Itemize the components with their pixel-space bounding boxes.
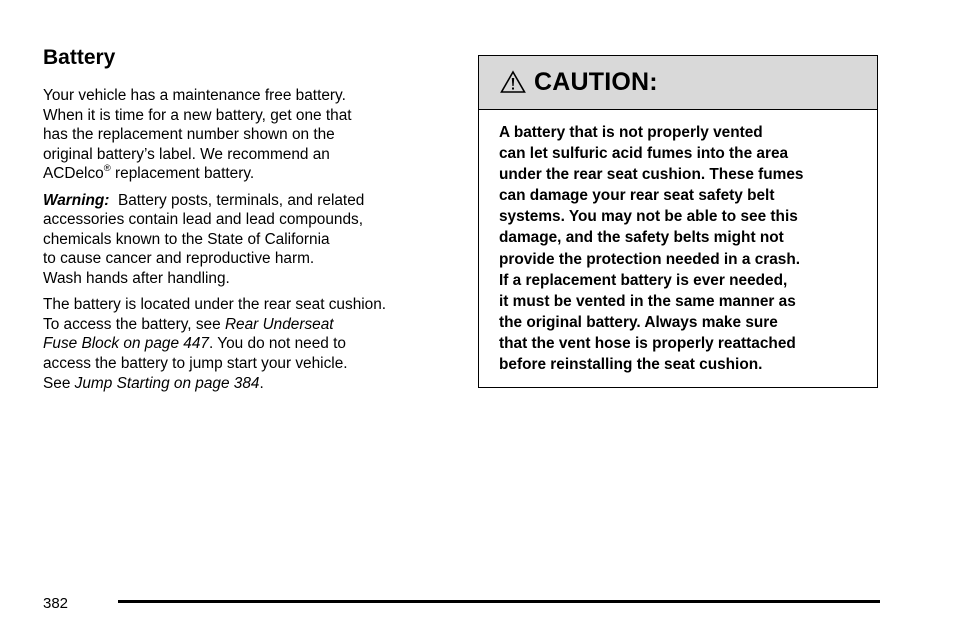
text-line [43, 191, 463, 211]
text-line: accessories contain lead and lead compounds, [43, 211, 363, 229]
intro-paragraph [43, 86, 463, 184]
text-fragment: replacement battery. [110, 165, 255, 183]
text-fragment: To access the battery, see [43, 315, 225, 333]
caution-line: it must be vented in the same manner as [499, 292, 796, 310]
caution-line: that the vent hose is properly reattached [499, 334, 796, 352]
text-fragment: . [259, 374, 264, 392]
text-line: The battery is located under the rear seat cushion. [43, 296, 387, 314]
registered-mark: ® [103, 163, 111, 175]
footer-rule [118, 600, 880, 603]
text-line [43, 315, 463, 335]
text-fragment: . You do not need to [209, 335, 346, 353]
caution-line: the original battery. Always make sure [499, 313, 778, 331]
caution-line: under the rear seat cushion. These fumes [499, 166, 804, 184]
text-line [43, 164, 463, 184]
text-line: to cause cancer and reproductive harm. [43, 250, 315, 268]
cross-reference-link[interactable]: Rear Underseat [224, 315, 334, 333]
caution-line: If a replacement battery is ever needed, [499, 271, 788, 289]
text-line: Wash hands after handling. [43, 269, 230, 287]
text-fragment: See [43, 374, 75, 392]
text-line: chemicals known to the State of California [43, 230, 330, 248]
caution-header [479, 56, 877, 110]
brand-name: ACDelco [43, 165, 104, 183]
caution-box [478, 55, 878, 388]
caution-line: can damage your rear seat safety belt [499, 187, 775, 205]
text-line: has the replacement number shown on the [43, 126, 335, 144]
caution-body [479, 110, 877, 375]
battery-section [43, 44, 463, 393]
location-paragraph [43, 295, 463, 393]
text-line: original battery’s label. We recommend an [43, 145, 330, 163]
warning-paragraph [43, 191, 463, 289]
cross-reference-link[interactable]: Fuse Block on page 447 [43, 335, 209, 353]
text-line: access the battery to jump start your vehicle. [43, 354, 348, 372]
warning-label: Warning: [43, 191, 110, 209]
caution-line: A battery that is not properly vented [499, 124, 763, 141]
caution-line: provide the protection needed in a crash. [499, 250, 801, 268]
caution-line: can let sulfuric acid fumes into the area [499, 145, 789, 163]
caution-line: systems. You may not be able to see this [499, 208, 798, 226]
warning-triangle-icon [500, 70, 526, 94]
text-line [43, 334, 463, 354]
section-heading: Battery [43, 46, 116, 69]
text-line [43, 374, 463, 394]
caution-line: before reinstalling the seat cushion. [499, 356, 763, 374]
text-line: Your vehicle has a maintenance free battery. [43, 87, 346, 104]
cross-reference-link[interactable]: Jump Starting on page 384 [74, 374, 260, 392]
caution-line: damage, and the safety belts might not [499, 229, 784, 247]
page-number: 382 [43, 595, 69, 612]
text-line: When it is time for a new battery, get one that [43, 106, 352, 124]
text-fragment: Battery posts, terminals, and related [109, 191, 365, 209]
caution-title: CAUTION: [534, 68, 658, 96]
